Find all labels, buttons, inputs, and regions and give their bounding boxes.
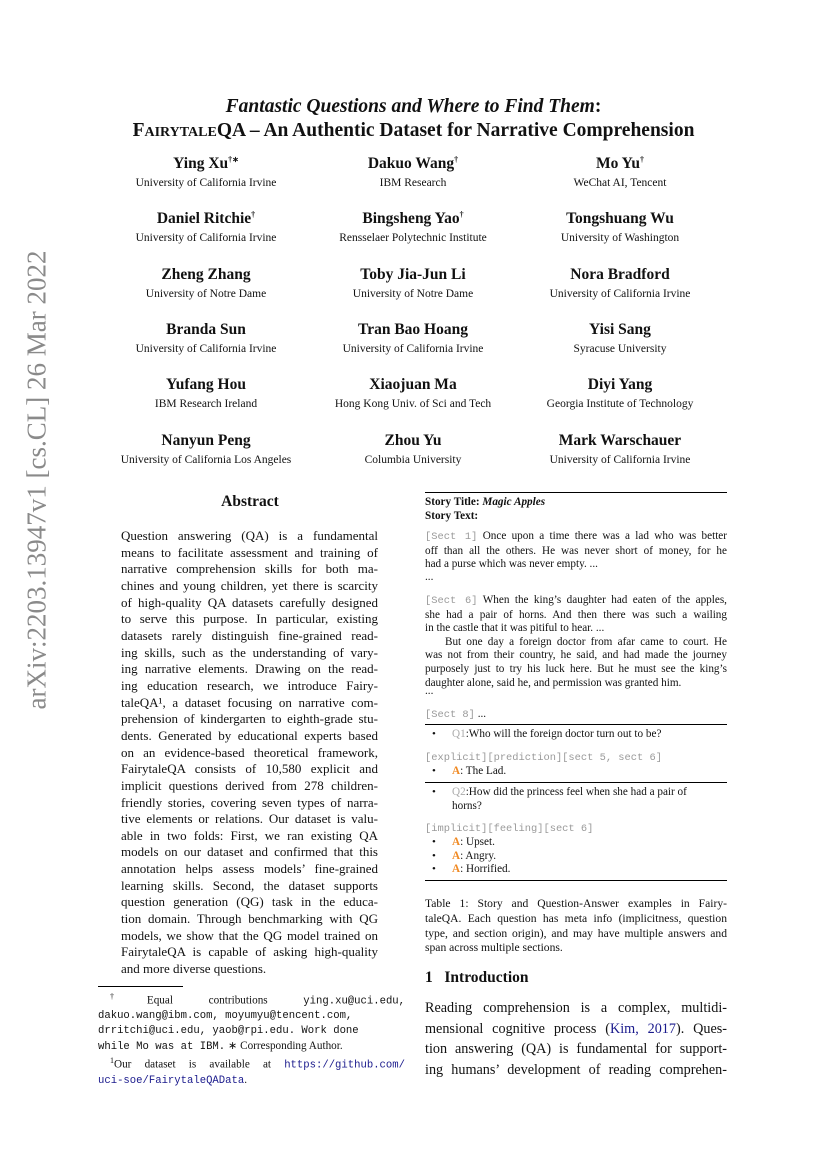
author-name	[490, 151, 750, 173]
abstract-body	[121, 528, 378, 978]
story-title: Magic Apples	[482, 496, 546, 508]
author-name-text: Zhou Yu	[384, 431, 442, 449]
author-affiliation: University of California Irvine	[135, 232, 277, 245]
story-text: had a purse which was never empty. ...	[425, 558, 598, 571]
abstract-line: ing education research, we introduce Fairy-	[121, 677, 378, 693]
story-title-label: Story Title:	[425, 496, 483, 508]
question-2	[425, 786, 727, 813]
a-label: A	[452, 836, 461, 848]
question-1	[425, 728, 727, 742]
table-rule	[425, 782, 727, 783]
abstract-line: models, we show that the QG model trained on	[121, 927, 378, 943]
author-affiliation: University of Notre Dame	[145, 287, 267, 300]
abstract-line: tive elements or relations. Our dataset is valu-	[121, 811, 378, 827]
story-text: off than all the others. He was never short of money, for he	[425, 544, 727, 557]
ellipsis: ...	[425, 571, 434, 583]
author-name-text: Mo Yu	[595, 155, 641, 173]
author-name	[490, 372, 750, 394]
abstract-line: dents. Generated by educational experts based	[121, 727, 378, 743]
question-2-meta: [implicit][feeling][sect 6]	[425, 823, 594, 835]
abstract-line: prehension of kindergarten to eighth-grade stu-	[121, 711, 378, 727]
footnotes	[98, 990, 405, 1089]
author-name-text: Dakuo Wang	[367, 155, 455, 173]
author-affiliation: Hong Kong Univ. of Sci and Tech	[334, 398, 492, 411]
bullet: •	[432, 836, 436, 848]
table-bottom-rule	[425, 880, 727, 881]
abstract-line: annotation helps assess models’ fine-grained	[121, 861, 378, 877]
author	[490, 317, 750, 357]
story-text: daughter alone, said he, and permission was granted him.	[425, 676, 682, 689]
abstract-line: question generation (QG) task in the educa-	[121, 894, 378, 910]
fn-email: ying.xu@uci.edu,	[303, 995, 406, 1008]
story-header	[425, 496, 727, 523]
author-name-text: Ying Xu	[173, 155, 229, 173]
story-line	[425, 622, 727, 636]
author-name-text: Tongshuang Wu	[566, 210, 674, 228]
author-name-text: Mark Warschauer	[558, 431, 682, 449]
story-line	[425, 663, 727, 677]
table-caption	[425, 897, 727, 956]
title-line-2	[0, 120, 827, 142]
fn-text: Equal contributions	[146, 994, 268, 1007]
author-name	[490, 262, 750, 284]
arxiv-stamp: arXiv:2203.13947v1 [cs.CL] 26 Mar 2022	[21, 250, 52, 710]
fn-mark: †	[110, 992, 147, 1001]
author-name-text: Branda Sun	[166, 321, 246, 339]
bullet: •	[432, 863, 436, 876]
abstract-line: taleQA¹, a dataset focusing on narrative com-	[121, 694, 378, 710]
a-label: A	[452, 765, 461, 777]
story-text: she had a pair of horns. And then there was such a wailing	[425, 608, 727, 621]
sect-tag: [Sect 6]	[425, 595, 478, 607]
author-affiliation: Georgia Institute of Technology	[546, 398, 694, 411]
q-label: Q1	[452, 728, 466, 740]
author-affiliation: University of California Irvine	[135, 343, 277, 356]
q-text: horns?	[452, 799, 482, 812]
section-heading	[425, 969, 529, 987]
text: ). Ques-	[675, 1020, 727, 1037]
story-sect-6	[425, 594, 727, 690]
author-mark: †	[251, 210, 256, 220]
a-text: : The Lad.	[460, 765, 507, 777]
author-name	[490, 428, 750, 450]
answer	[425, 836, 727, 850]
author-name-text: Daniel Ritchie	[156, 210, 252, 228]
text: mensional cognitive process (	[425, 1020, 610, 1037]
author-name	[490, 206, 750, 228]
fn-end: .	[244, 1074, 248, 1087]
author-affiliation: University of Washington	[560, 232, 680, 245]
abstract-line: learning skills. Second, the dataset supports	[121, 877, 378, 893]
author-mark: †	[459, 210, 464, 220]
abstract-line: to serve this purpose. In particular, existing	[121, 611, 378, 627]
bullet: •	[432, 786, 436, 798]
caption-line: taleQA. Each question has meta info (implicitness, question	[425, 911, 727, 925]
dataset-link[interactable]: https://github.com/	[284, 1059, 405, 1072]
abstract-line: FairytaleQA is capable of asking high-quality	[121, 944, 378, 960]
answer	[425, 863, 727, 877]
caption-line: type, and section origin), and may have multiple answers and	[425, 926, 727, 940]
fn-note: while Mo was at IBM.	[98, 1040, 226, 1053]
title-line-1	[0, 96, 827, 118]
author-affiliation: University of California Los Angeles	[120, 453, 292, 466]
author-affiliation: University of California Irvine	[549, 453, 691, 466]
story-line	[425, 594, 727, 609]
story-text: purposely just to try his luck here. But he must see the king’s	[425, 662, 727, 675]
a-text: : Upset.	[460, 836, 495, 848]
fn-emails: drritchi@uci.edu, yaob@rpi.edu. Work done	[98, 1024, 359, 1037]
abstract-line: able in two folds: First, we ran existing QA	[121, 827, 378, 843]
q-label: Q2	[452, 786, 466, 798]
abstract-line: implicit questions derived from 278 children-	[121, 777, 378, 793]
fn-corresponding: ∗ Corresponding Author.	[225, 1039, 343, 1052]
q-text: :Who will the foreign doctor turn out to be?	[465, 728, 662, 740]
title-smallcaps: Fairytale	[132, 120, 217, 141]
dataset-link[interactable]: uci-soe/FairytaleQAData	[98, 1075, 245, 1088]
text-line: Reading comprehension is a complex, multidi-	[425, 1000, 727, 1016]
caption-line: span across multiple sections.	[425, 941, 563, 955]
abstract-heading: Abstract	[221, 493, 279, 510]
author	[490, 372, 750, 412]
section-number: 1	[425, 969, 433, 986]
author-affiliation: University of California Irvine	[342, 343, 484, 356]
bullet: •	[432, 765, 436, 777]
story-line	[425, 649, 727, 663]
fn-emails: dakuo.wang@ibm.com, moyumyu@tencent.com,	[98, 1010, 353, 1023]
author-affiliation: University of Notre Dame	[352, 287, 474, 300]
author-name-text: Nanyun Peng	[161, 431, 251, 449]
author	[490, 428, 750, 468]
abstract-line: on an evidence-based theoretical framework,	[121, 744, 378, 760]
author-mark: †∗	[228, 155, 239, 164]
abstract-line: Question answering (QA) is a fundamental	[121, 528, 378, 543]
abstract-line: ing skills, such as the understanding of vary-	[121, 644, 378, 660]
sect-tag: [Sect 1]	[425, 531, 478, 543]
table-rule	[425, 724, 727, 725]
intro-body	[425, 998, 727, 1080]
story-line	[425, 636, 727, 650]
story-text: Once upon a time there was a lad who was better	[482, 530, 727, 542]
table-top-rule	[425, 492, 727, 493]
answer	[425, 850, 727, 864]
caption-line: Table 1: Story and Question-Answer examples in Fairy-	[425, 897, 727, 910]
fn-text: Our dataset is available at	[114, 1058, 285, 1071]
author-affiliation: University of California Irvine	[135, 177, 277, 190]
author-affiliation: Rensselaer Polytechnic Institute	[339, 232, 487, 245]
q-text: :How did the princess feel when she had a pair of	[465, 786, 687, 798]
story-line	[425, 545, 727, 559]
story-text: in the castle that it was pitiful to hear. ...	[425, 622, 605, 635]
title-italic: Fantastic Questions and Where to Find Them	[225, 96, 595, 117]
abstract-line: means to facilitate assessment and training of	[121, 544, 378, 560]
author-name-text: Xiaojuan Ma	[369, 376, 457, 394]
abstract-line: and more diverse questions.	[121, 961, 267, 977]
text-line: tion answering (QA) is fundamental for support-	[425, 1041, 727, 1057]
text-line: ing humans’ development of reading comprehen-	[425, 1061, 727, 1078]
question-1-meta: [explicit][prediction][sect 5, sect 6]	[425, 752, 662, 764]
author-name-text: Tran Bao Hoang	[358, 321, 468, 339]
author-affiliation: IBM Research Ireland	[154, 398, 258, 411]
story-sect-8	[425, 708, 727, 723]
author-mark: †	[640, 155, 645, 164]
story-line	[425, 609, 727, 623]
author-name	[490, 317, 750, 339]
author	[490, 151, 750, 191]
citation-link[interactable]: Kim, 2017	[609, 1020, 676, 1037]
story-line	[425, 530, 727, 545]
a-text: : Horrified.	[460, 863, 511, 876]
sect-tag: [Sect 8]	[425, 709, 475, 721]
abstract-line: of high-quality QA datasets carefully designed	[121, 594, 378, 610]
story-line	[425, 558, 727, 572]
abstract-line: models on our dataset and confirmed that this	[121, 844, 378, 860]
author-name-text: Yisi Sang	[589, 321, 651, 339]
author-affiliation: Columbia University	[364, 453, 462, 466]
author-affiliation: IBM Research	[379, 177, 447, 190]
title-rest: QA – An Authentic Dataset for Narrative Comprehension	[216, 120, 695, 141]
footnote-rule	[98, 986, 183, 987]
author-affiliation: WeChat AI, Tencent	[573, 177, 667, 190]
a-label: A	[452, 863, 461, 876]
bullet: •	[432, 728, 436, 740]
footnote-1-line	[98, 990, 405, 1009]
story-text: When the king’s daughter had eaten of the apples,	[482, 594, 727, 606]
abstract-line: datasets rarely distinguish fine-grained read-	[121, 627, 378, 643]
ellipsis: ...	[425, 685, 434, 697]
sect-text: ...	[474, 708, 487, 720]
story-text: But one day a foreign doctor from afar came to court. He	[445, 635, 727, 648]
section-title: Introduction	[444, 969, 529, 986]
author-mark: †	[454, 155, 459, 164]
author-name-text: Toby Jia-Jun Li	[360, 265, 466, 283]
abstract-line: friendly stories, covering seven types of narra-	[121, 794, 378, 810]
author-name-text: Diyi Yang	[587, 376, 653, 394]
author	[490, 206, 750, 246]
author-name-text: Yufang Hou	[166, 376, 246, 394]
abstract-line: ing narrative elements. Drawing on the read-	[121, 661, 378, 677]
bullet: •	[432, 849, 436, 862]
abstract-line: narrative comprehension skills for both ma-	[121, 561, 378, 577]
author-name-text: Nora Bradford	[570, 265, 670, 283]
author	[490, 262, 750, 302]
fn-mark: 1	[110, 1056, 114, 1066]
author-name-text: Bingsheng Yao	[362, 210, 460, 228]
answer	[425, 765, 727, 779]
author-name-text: Zheng Zhang	[161, 265, 251, 283]
title-colon: :	[594, 96, 602, 117]
a-text: : Angry.	[460, 849, 497, 862]
abstract-line: chines and young children, yet there is scarcity	[121, 577, 378, 593]
abstract-line: FairytaleQA consists of 10,580 explicit and	[121, 761, 378, 777]
author-affiliation: Syracuse University	[573, 343, 667, 356]
a-label: A	[452, 849, 461, 862]
story-text-label: Story Text:	[425, 509, 479, 522]
story-sect-1	[425, 530, 727, 572]
author-affiliation: University of California Irvine	[549, 287, 691, 300]
story-text: was not from their country, he said, and had made the journey	[425, 649, 727, 662]
abstract-line: tion domain. Through benchmarking with QG	[121, 911, 378, 927]
